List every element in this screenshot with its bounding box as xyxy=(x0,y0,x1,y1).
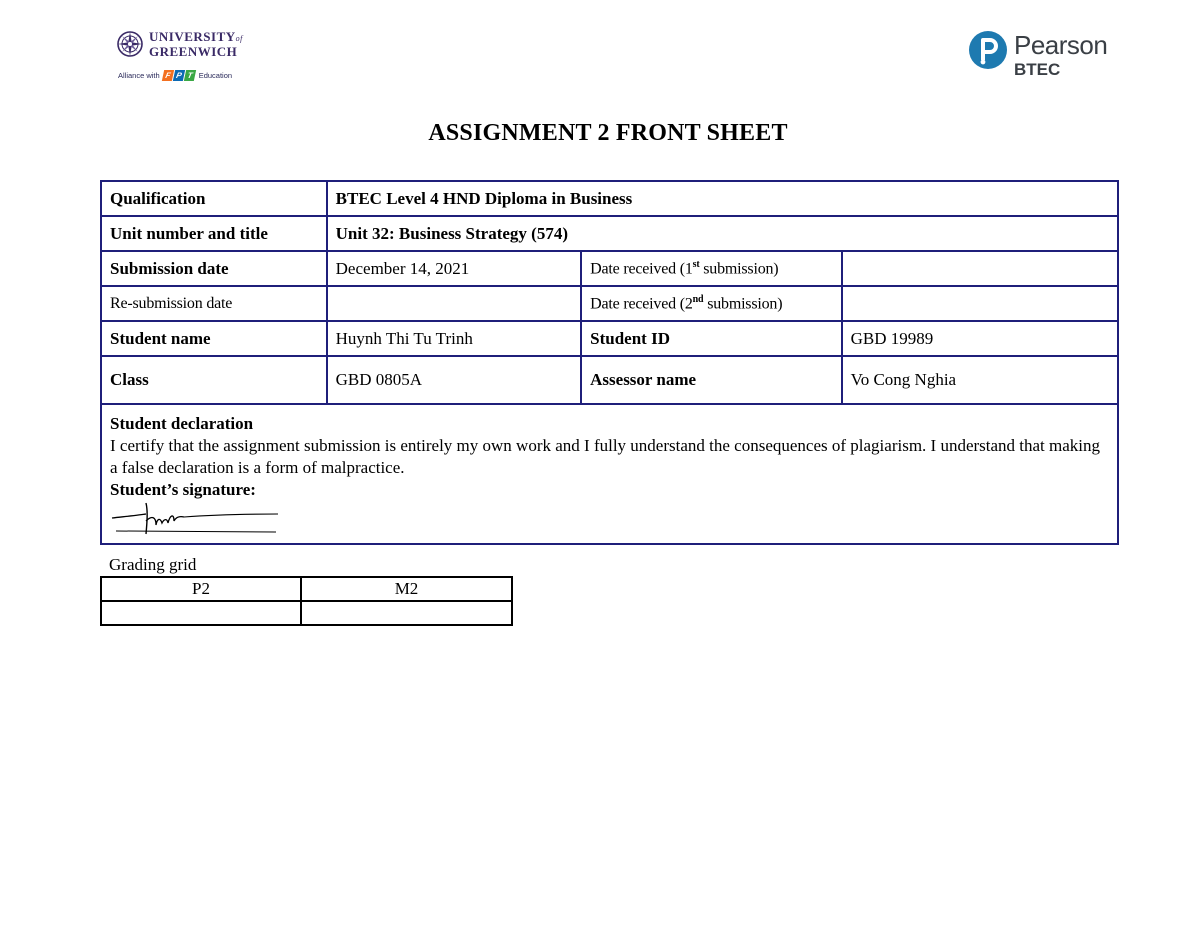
assessor-name-label: Assessor name xyxy=(581,356,841,404)
student-signature xyxy=(110,501,280,537)
grade-header-m2: M2 xyxy=(301,577,512,601)
pearson-wordmark: Pearson xyxy=(1014,30,1108,60)
class-label: Class xyxy=(101,356,327,404)
qualification-row xyxy=(101,181,1118,216)
unit-value: Unit 32: Business Strategy (574) xyxy=(327,216,1118,251)
class-row xyxy=(101,356,1118,404)
declaration-text: I certify that the assignment submission is entirely my own work and I fully understand the consequences of plagiarism. I understand that making a false declaration is a form of malpractice. xyxy=(110,436,1101,477)
submission-date-label: Submission date xyxy=(101,251,327,286)
date-received-2-value xyxy=(842,286,1118,321)
student-id-value: GBD 19989 xyxy=(842,321,1118,356)
student-id-label: Student ID xyxy=(581,321,841,356)
grade-value-p2 xyxy=(101,601,301,625)
grading-grid-header-row xyxy=(101,577,512,601)
pearson-p-icon xyxy=(968,30,1008,70)
grading-grid-value-row xyxy=(101,601,512,625)
pearson-btec-logo xyxy=(968,30,1108,90)
date-received-1-value xyxy=(842,251,1118,286)
resubmission-date-label: Re-submission date xyxy=(101,286,327,321)
student-name-label: Student name xyxy=(101,321,327,356)
declaration-title: Student declaration xyxy=(110,414,254,433)
date-received-1-label: Date received (1st submission) xyxy=(581,251,841,286)
compass-crest-icon xyxy=(116,30,144,58)
grading-grid-table xyxy=(100,576,513,626)
class-value: GBD 0805A xyxy=(327,356,581,404)
fpt-logo: F P T xyxy=(163,70,196,81)
student-name-value: Huynh Thi Tu Trinh xyxy=(327,321,581,356)
submission-date-value: December 14, 2021 xyxy=(327,251,581,286)
assignment-info-table xyxy=(100,180,1119,545)
resubmission-row xyxy=(101,286,1118,321)
page-title: ASSIGNMENT 2 FRONT SHEET xyxy=(428,120,788,146)
fpt-alliance-line: Alliance with F P T Education xyxy=(118,71,233,80)
assessor-name-value: Vo Cong Nghia xyxy=(842,356,1118,404)
qualification-label: Qualification xyxy=(101,181,327,216)
unit-label: Unit number and title xyxy=(101,216,327,251)
grading-grid-label: Grading grid xyxy=(109,555,197,574)
date-received-2-label: Date received (2nd submission) xyxy=(581,286,841,321)
btec-wordmark: BTEC xyxy=(1014,60,1061,79)
student-declaration xyxy=(101,404,1118,544)
grade-header-p2: P2 xyxy=(101,577,301,601)
submission-row xyxy=(101,251,1118,286)
declaration-row xyxy=(101,404,1118,544)
student-row xyxy=(101,321,1118,356)
university-wordmark: UNIVERSITYof GREENWICH xyxy=(149,29,243,59)
qualification-value: BTEC Level 4 HND Diploma in Business xyxy=(327,181,1118,216)
resubmission-date-value xyxy=(327,286,581,321)
grade-value-m2 xyxy=(301,601,512,625)
university-of-greenwich-logo xyxy=(116,30,246,94)
unit-row xyxy=(101,216,1118,251)
signature-label: Student’s signature: xyxy=(110,480,256,499)
